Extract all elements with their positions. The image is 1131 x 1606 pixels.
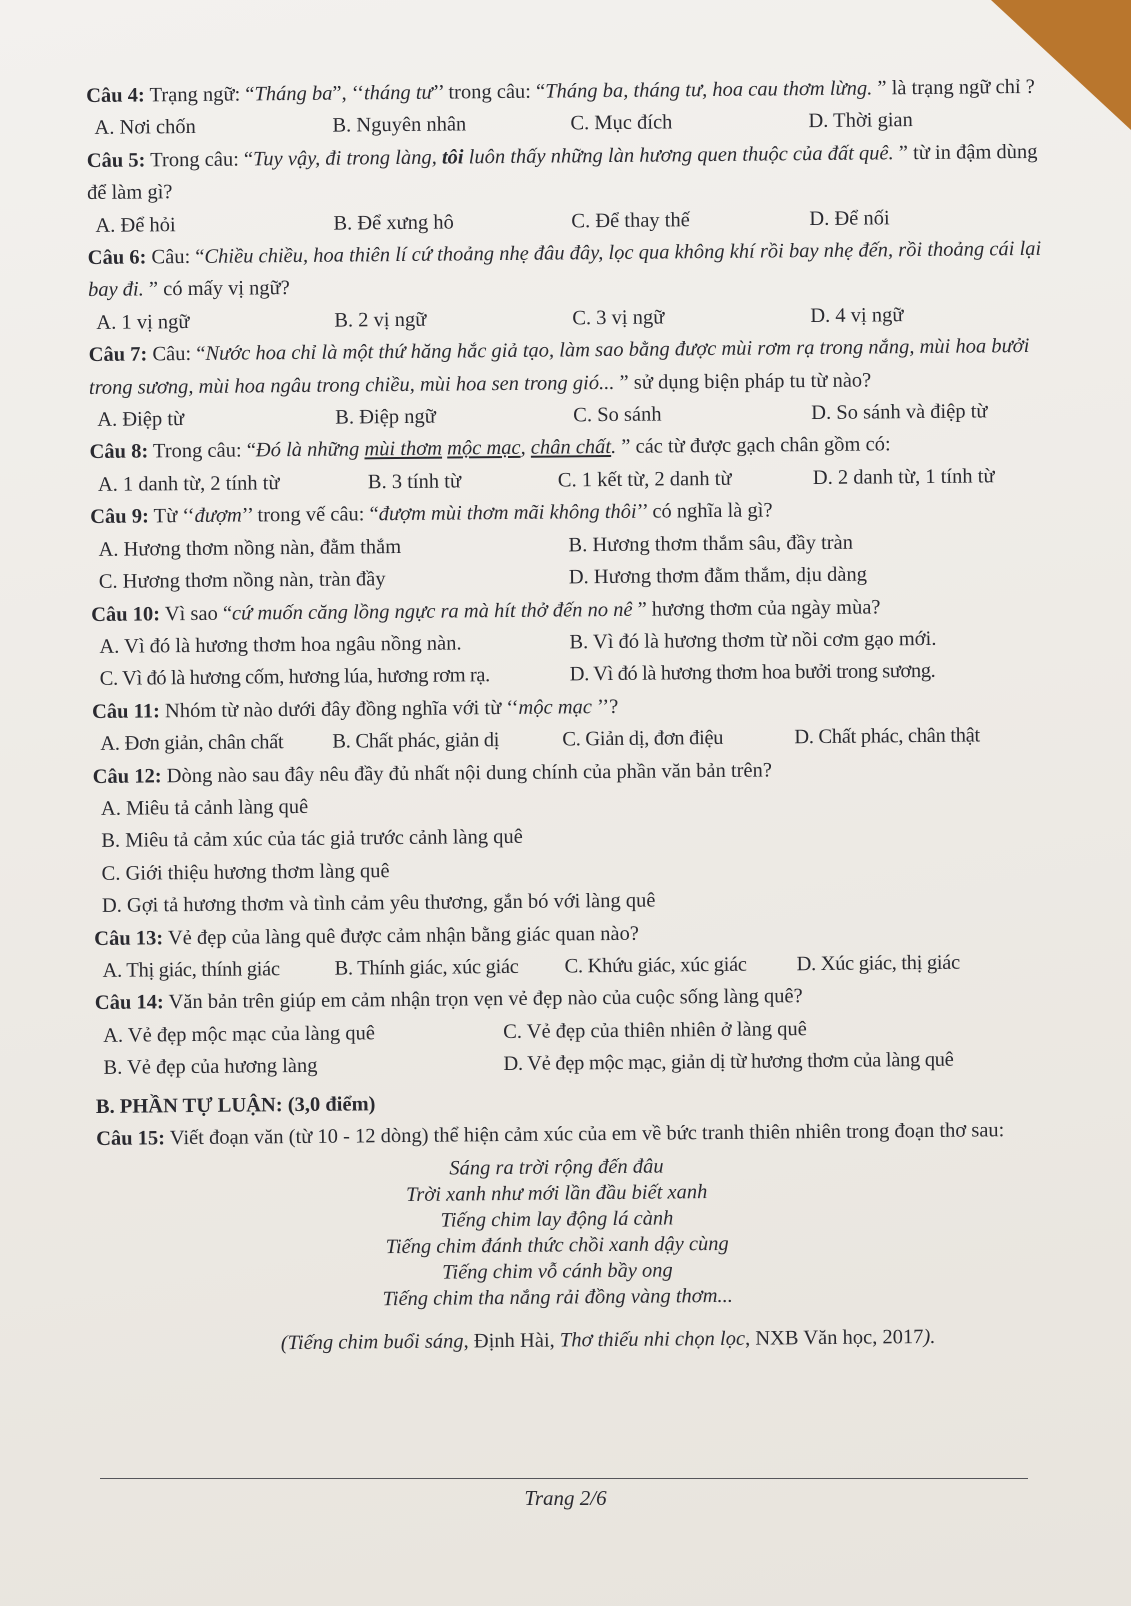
question-text: ’’ trong vế câu: “ xyxy=(241,503,379,527)
question-text: ’’ có nghĩa là gì? xyxy=(636,499,773,524)
question-text: Viết đoạn văn (từ 10 - 12 dòng) thể hiện cảm xúc của em về bức tranh thiên nhiên trong đoạn thơ sau: xyxy=(164,1119,1005,1150)
question-italic: Chiều chiều, hoa thiên lí cứ thoảng nhẹ đâu đây, lọc qua không khí rồi bay nhẹ đến, rồi thoảng cái lại bay đi. xyxy=(87,237,1042,302)
option-a: A. 1 danh từ, 2 tính từ xyxy=(97,472,280,496)
question-italic: đượm xyxy=(194,504,242,528)
option-c: C. 3 vị ngữ xyxy=(572,306,665,330)
question-text: Trong câu: “ xyxy=(145,148,254,172)
question-text: Vẻ đẹp của làng quê được cảm nhận bằng giác quan nào? xyxy=(163,922,640,949)
question-number: Câu 13: xyxy=(94,926,164,950)
option-c: C. 1 kết từ, 2 danh từ xyxy=(557,467,732,492)
option-a: A. Nơi chốn xyxy=(94,116,196,140)
option-b: B. Miêu tả cảm xúc của tác giả trước cảnh làng quê xyxy=(101,826,523,853)
question-text: Vì sao “ xyxy=(159,602,233,625)
option-c: C. Để thay thế xyxy=(571,208,690,232)
question-5 xyxy=(87,136,1048,210)
question-text: Trạng ngữ: “ xyxy=(144,83,255,107)
option-d: D. 2 danh từ, 1 tính từ xyxy=(812,465,995,489)
option-b: B. Hương thơm thắm sâu, đầy tràn xyxy=(568,531,854,557)
exam-content xyxy=(86,71,1058,1362)
option-d: D. Hương thơm đằm thắm, dịu dàng xyxy=(568,563,868,589)
question-text: Trong câu: “ xyxy=(148,439,256,463)
page-number: Trang 2/6 xyxy=(524,1486,607,1510)
source-title: Tiếng chim buổi sáng xyxy=(287,1330,464,1355)
option-a: A. 1 vị ngữ xyxy=(96,310,190,334)
answer-options xyxy=(95,1011,1056,1085)
option-a: A. Điệp từ xyxy=(97,408,185,431)
question-number: Câu 5: xyxy=(86,149,146,172)
question-text: ” các từ được gạch chân gồm có: xyxy=(616,433,891,459)
section-heading: B. PHẦN TỰ LUẬN: (3,0 điểm) xyxy=(95,1092,376,1118)
question-text: ” từ in đậm dùng để làm gì? xyxy=(86,140,1038,205)
option-a: A. Đơn giản, chân chất xyxy=(100,731,284,756)
question-6 xyxy=(88,233,1049,307)
poem-line: Tiếng chim đánh thức chồi xanh dậy cùng xyxy=(385,1233,729,1259)
option-c: C. Vì đó là hương cốm, hương lúa, hương rơm rạ. xyxy=(99,664,490,691)
question-text: ” hương thơm của ngày mùa? xyxy=(632,595,881,621)
question-number: Câu 9: xyxy=(90,505,149,529)
option-b: B. Điệp ngữ xyxy=(335,405,436,429)
question-bold-word: tôi xyxy=(441,146,464,169)
option-d: D. Vẻ đẹp mộc mạc, giản dị từ hương thơm của làng quê xyxy=(503,1048,954,1076)
question-italic: . xyxy=(610,436,617,459)
question-7 xyxy=(88,330,1049,404)
option-d: D. So sánh và điệp từ xyxy=(811,400,988,425)
poem-line: Tiếng chim vỗ cánh bầy ong xyxy=(442,1259,673,1285)
underlined-word: mùi thơm xyxy=(364,438,443,461)
option-b: B. Thính giác, xúc giác xyxy=(334,955,519,980)
question-text: ’’? xyxy=(591,695,619,718)
option-c: C. Giản dị, đơn điệu xyxy=(562,727,724,751)
question-number: Câu 12: xyxy=(92,764,162,788)
question-number: Câu 10: xyxy=(91,602,161,626)
underlined-word: chân chất xyxy=(530,436,612,460)
option-a: A. Vẻ đẹp mộc mạc của làng quê xyxy=(103,1022,375,1047)
question-text: Từ ‘‘ xyxy=(148,505,195,528)
option-a: A. Hương thơm nồng nàn, đằm thắm xyxy=(98,535,402,561)
option-c: C. Hương thơm nồng nàn, tràn đầy xyxy=(98,568,386,593)
question-number: Câu 6: xyxy=(87,246,147,270)
answer-options xyxy=(91,622,1052,696)
option-c: C. Khứu giác, xúc giác xyxy=(564,953,747,978)
option-a: A. Vì đó là hương thơm hoa ngâu nồng nàn. xyxy=(99,632,462,658)
question-italic: Tháng ba xyxy=(254,82,333,106)
option-d: D. Vì đó là hương thơm hoa bưởi trong sương. xyxy=(569,660,936,686)
question-text: Câu: “ xyxy=(146,245,205,269)
question-italic: tháng tư xyxy=(363,81,433,105)
option-c: C. Vẻ đẹp của thiên nhiên ở làng quê xyxy=(503,1017,807,1043)
option-b: B. Vẻ đẹp của hương làng xyxy=(103,1055,318,1080)
option-d: D. Chất phác, chân thật xyxy=(794,724,980,749)
option-c: C. So sánh xyxy=(573,403,662,427)
question-text: Nhóm từ nào dưới đây đồng nghĩa với từ ‘‘ xyxy=(159,696,519,723)
option-b: B. 3 tính từ xyxy=(367,470,462,494)
option-a: A. Thị giác, thính giác xyxy=(102,958,280,982)
source-author: , Định Hài, xyxy=(463,1329,560,1353)
question-text: Dòng nào sau đây nêu đầy đủ nhất nội dung chính của phần văn bản trên? xyxy=(161,758,772,787)
question-number: Câu 15: xyxy=(96,1127,166,1150)
question-number: Câu 4: xyxy=(86,84,145,107)
option-c: C. Giới thiệu hương thơm làng quê xyxy=(101,859,390,885)
source-book: Thơ thiếu nhi chọn lọc xyxy=(559,1328,746,1352)
option-d: D. Để nối xyxy=(809,206,890,230)
poem-line: Tiếng chim tha nắng rải đồng vàng thơm... xyxy=(382,1285,733,1311)
option-d: D. Xúc giác, thị giác xyxy=(796,951,960,976)
answer-options xyxy=(93,784,1054,923)
answer-options xyxy=(90,524,1051,598)
source-publisher: , NXB Văn học, 2017 xyxy=(744,1326,924,1351)
question-text: ” có mấy vị ngữ? xyxy=(143,277,290,301)
question-number: Câu 7: xyxy=(88,343,148,367)
poem-line: Sáng ra trời rộng đến đâu xyxy=(449,1155,664,1180)
question-italic: Tháng ba, tháng tư, hoa cau thơm lừng. xyxy=(545,77,873,103)
question-text: Câu: “ xyxy=(147,343,206,366)
question-italic: Tuy vậy, đi trong làng, xyxy=(252,146,443,171)
question-number: Câu 14: xyxy=(94,991,164,1015)
question-text: ” sử dụng biện pháp tu từ nào? xyxy=(614,369,872,394)
option-b: B. 2 vị ngữ xyxy=(334,308,427,332)
question-italic: , xyxy=(520,437,531,460)
option-d: D. 4 vị ngữ xyxy=(810,304,904,327)
question-italic: luôn thấy những làn hương quen thuộc của đất quê. xyxy=(463,142,894,169)
source-part: ). xyxy=(923,1326,936,1349)
question-number: Câu 11: xyxy=(91,700,160,723)
question-number: Câu 8: xyxy=(89,440,149,464)
question-text: ” là trạng ngữ chỉ ? xyxy=(872,75,1035,100)
option-b: B. Vì đó là hương thơm từ nồi cơm gạo mới. xyxy=(569,627,937,654)
option-b: B. Chất phác, giản dị xyxy=(332,729,500,753)
footer-divider xyxy=(100,1478,1028,1479)
question-text: ’’ trong câu: “ xyxy=(432,80,546,104)
source-part: ( xyxy=(280,1332,288,1355)
option-a: A. Để hỏi xyxy=(95,213,176,237)
option-b: B. Nguyên nhân xyxy=(332,113,467,138)
question-italic: Đó là những xyxy=(255,438,365,462)
question-italic: đượm mùi thơm mãi không thôi xyxy=(378,501,637,526)
option-d: D. Thời gian xyxy=(808,109,913,133)
question-italic: mộc mạc xyxy=(518,695,593,719)
poem-line: Tiếng chim lay động lá cành xyxy=(440,1207,674,1233)
option-d: D. Gợi tả hương thơm và tình cảm yêu thương, gắn bó với làng quê xyxy=(101,889,656,918)
option-a: A. Miêu tả cảnh làng quê xyxy=(100,795,309,820)
question-italic: Nước hoa chỉ là một thứ hăng hắc giả tạo, làm sao bằng được mùi rơm rạ trong nắng, mùi hoa bưởi trong sương, mùi hoa ngâu trong chiều, mùi hoa sen trong gió... xyxy=(88,335,1030,399)
option-c: C. Mục đích xyxy=(570,111,673,135)
poem-line: Trời xanh như mới lần đầu biết xanh xyxy=(405,1181,708,1207)
underlined-word: mộc mạc xyxy=(447,437,521,461)
question-italic: cứ muốn căng lồng ngực ra mà hít thở đến no nê xyxy=(231,598,633,625)
option-b: B. Để xưng hô xyxy=(333,211,454,235)
poem xyxy=(96,1150,1057,1315)
question-text: ”, ‘‘ xyxy=(332,82,365,105)
question-text: Văn bản trên giúp em cảm nhận trọn vẹn vẻ đẹp nào của cuộc sống làng quê? xyxy=(163,985,803,1014)
